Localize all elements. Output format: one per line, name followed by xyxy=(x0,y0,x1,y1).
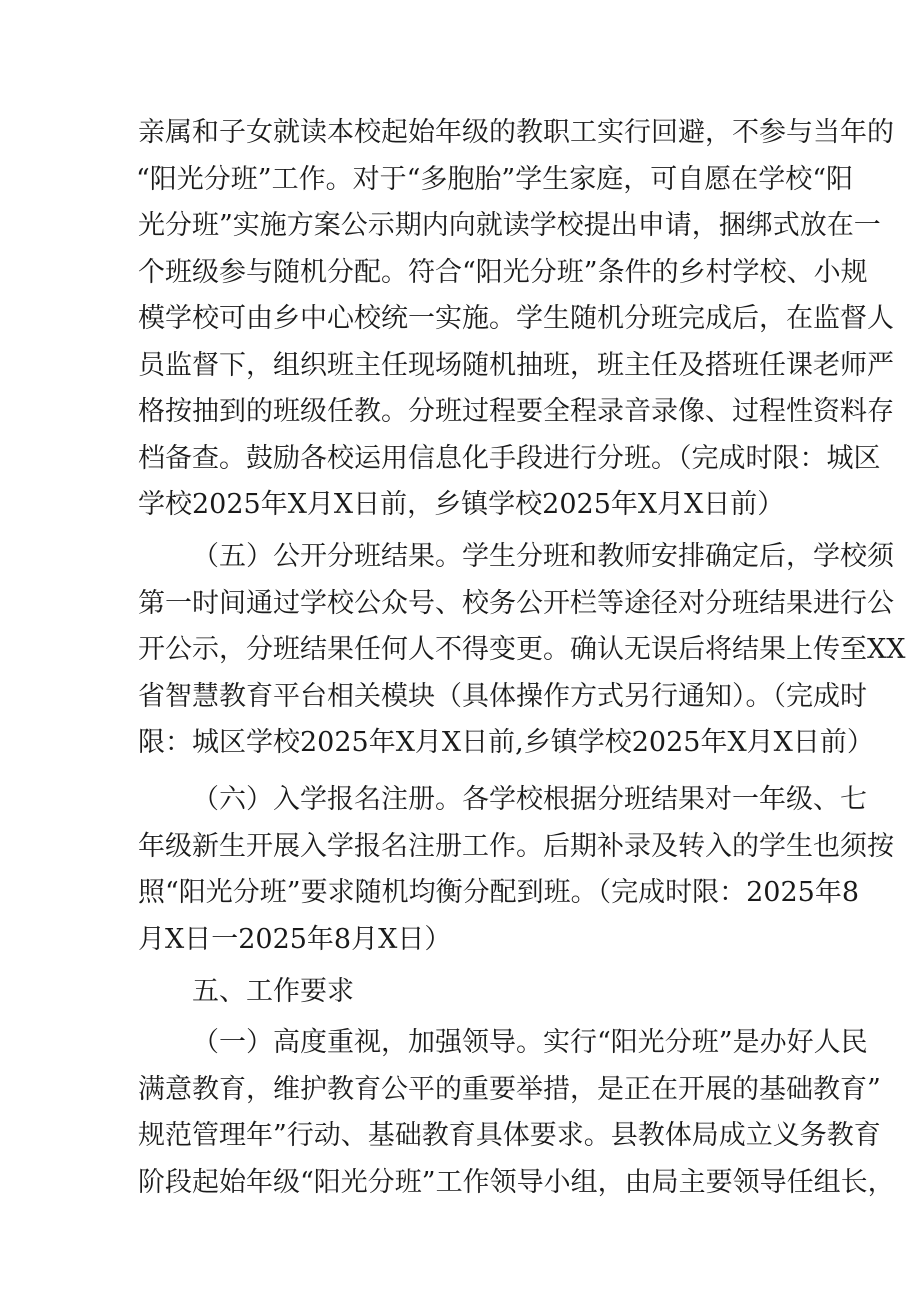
paragraph-line: 开公示，分班结果任何人不得变更。确认无误后将结果上传至XX xyxy=(138,634,906,665)
paragraph-line: 年级新生开展入学报名注册工作。后期补录及转入的学生也须按 xyxy=(138,831,894,862)
paragraph-line: 阶段起始年级“阳光分班”工作领导小组，由局主要领导任组长， xyxy=(138,1167,895,1198)
paragraph-line: 省智慧教育平台相关模块（具体操作方式另行通知）。（完成时 xyxy=(138,681,867,712)
paragraph-line: （五）公开分班结果。学生分班和教师安排确定后，学校须 xyxy=(192,541,894,572)
paragraph-line: （一）高度重视，加强领导。实行“阳光分班”是办好人民 xyxy=(192,1027,868,1058)
paragraph-line: 规范管理年”行动、基础教育具体要求。县教体局成立义务教育 xyxy=(138,1120,881,1151)
section-heading: 五、工作要求 xyxy=(192,976,354,1007)
paragraph-line: 第一时间通过学校公众号、校务公开栏等途径对分班结果进行公 xyxy=(138,588,894,619)
paragraph-line: 月X日一2025年8月X日） xyxy=(138,924,452,955)
paragraph-line: 光分班”实施方案公示期内向就读学校提出申请，捆绑式放在一 xyxy=(138,210,881,241)
paragraph-line: 档备查。鼓励各校运用信息化手段进行分班。（完成时限：城区 xyxy=(138,443,881,474)
paragraph-line: （六）入学报名注册。各学校根据分班结果对一年级、七 xyxy=(192,784,867,815)
paragraph-line: 限：城区学校2025年X月X日前,乡镇学校2025年X月X日前） xyxy=(138,727,874,758)
paragraph-line: 学校2025年X月X日前，乡镇学校2025年X月X日前） xyxy=(138,489,785,520)
paragraph-line: 亲属和子女就读本校起始年级的教职工实行回避，不参与当年的 xyxy=(138,117,894,148)
paragraph-line: “阳光分班”工作。对于“多胞胎”学生家庭，可自愿在学校“阳 xyxy=(136,164,854,195)
paragraph-line: 照“阳光分班”要求随机均衡分配到班。（完成时限：2025年8 xyxy=(138,877,859,908)
paragraph-line: 格按抽到的班级任教。分班过程要全程录音录像、过程性资料存 xyxy=(138,396,894,427)
paragraph-line: 员监督下，组织班主任现场随机抽班，班主任及搭班任课老师严 xyxy=(138,350,894,381)
paragraph-line: 模学校可由乡中心校统一实施。学生随机分班完成后，在监督人 xyxy=(138,303,894,334)
paragraph-line: 满意教育，维护教育公平的重要举措，是正在开展的基础教育” xyxy=(138,1074,881,1105)
paragraph-line: 个班级参与随机分配。符合“阳光分班”条件的乡村学校、小规 xyxy=(138,257,868,288)
